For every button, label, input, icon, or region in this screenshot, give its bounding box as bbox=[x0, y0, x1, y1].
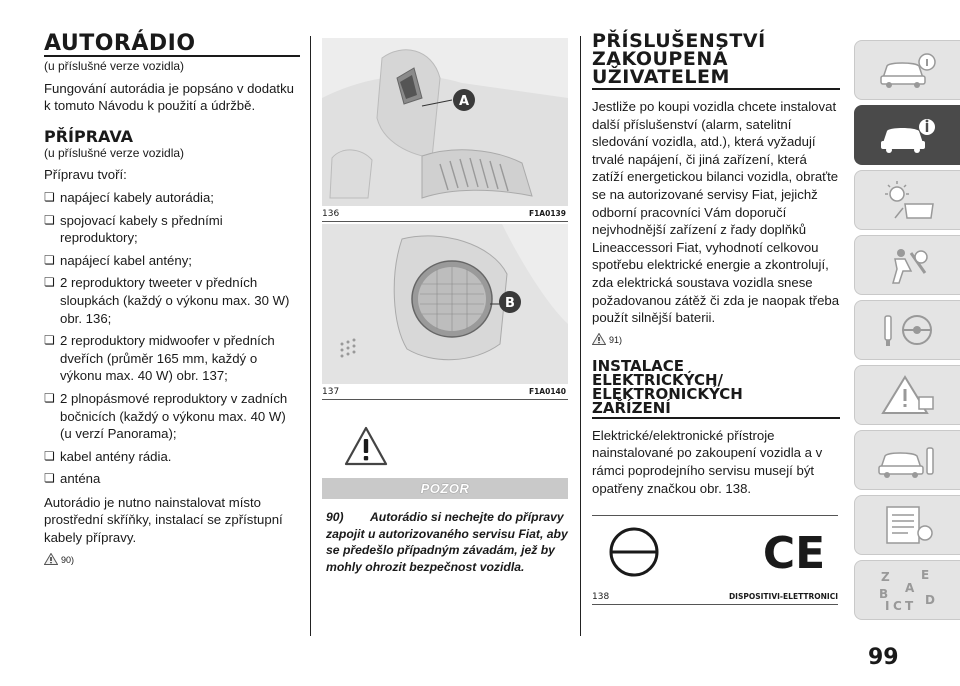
index-letter: Z bbox=[880, 570, 890, 584]
warning-body: Autorádio si nechejte do přípravy zapojit u autorizovaného servisu Fiat, aby se předešlo případným závadám, jež by mohly ohrozit bezpečnost vozidla. bbox=[326, 510, 568, 574]
figure-number: 138 bbox=[592, 592, 610, 603]
list-item: ❏ 2 reproduktory tweeter v předních sloupkách (každý o výkonu max. 30 W) obr. 136; bbox=[44, 274, 300, 327]
list-item: ❏ 2 plnopásmové reproduktory v zadních bočnicích (každý o výkonu max. 40 W) (u verzí Panorama); bbox=[44, 390, 300, 443]
subsection-title-priprava: PŘÍPRAVA bbox=[44, 126, 134, 146]
tab-car-info[interactable] bbox=[854, 40, 960, 100]
index-letter: C bbox=[892, 599, 902, 612]
tab-specs-list[interactable] bbox=[854, 495, 960, 555]
tab-airbag[interactable] bbox=[854, 235, 960, 295]
list-item: ❏ anténa bbox=[44, 470, 300, 488]
tab-car-info-active[interactable] bbox=[854, 105, 960, 165]
warning-box bbox=[322, 426, 568, 575]
steering-key-icon bbox=[875, 308, 941, 352]
index-letters-icon bbox=[875, 568, 941, 612]
index-letter: T bbox=[904, 599, 913, 612]
warning-triangle-icon bbox=[875, 373, 941, 417]
list-item: ❏ kabel antény rádia. bbox=[44, 448, 300, 466]
index-letter: E bbox=[920, 568, 929, 582]
tab-warning[interactable] bbox=[854, 365, 960, 425]
warning-triangle-icon bbox=[44, 553, 58, 565]
warning-ref-number: 91) bbox=[609, 334, 623, 345]
list-item: ❏ napájecí kabel antény; bbox=[44, 252, 300, 270]
figure-code: F1A0140 bbox=[528, 387, 566, 396]
title-line: INSTALACE bbox=[592, 356, 685, 375]
warning-number: 90) bbox=[326, 510, 344, 524]
warning-ref-number: 90) bbox=[61, 554, 75, 565]
title-line: PŘÍSLUŠENSTVÍ bbox=[592, 30, 766, 52]
airbag-icon bbox=[875, 243, 941, 287]
figure-caption bbox=[592, 589, 838, 604]
accessories-paragraph: Jestliže po koupi vozidla chcete instalovat další příslušenství (alarm, satelitní sledování vozidla, atd.), která vyžadují trvalé napájení, či jiná zařízení, která zatíží energetickou bilanci vozidla, obraťte se na autorizované servisy Fiat, jejichž odborní pracovníci Vám doporučí nejvhodnější zařízení z řady doplňků Lineaccessori Fiat, vyhodnotí celkovou spotřebu elektrické energie a zkontrolují, zda elektrická soustava vozidla snese požadovanou zátěž či zda je naopak třeba použít silnější baterii. bbox=[592, 99, 840, 326]
specs-list-icon bbox=[875, 503, 941, 547]
column-figures bbox=[322, 38, 568, 575]
column-divider bbox=[310, 36, 311, 636]
marking-symbols bbox=[592, 516, 838, 584]
warning-triangle-icon bbox=[344, 426, 388, 466]
title-line: ZAŘÍZENÍ bbox=[592, 398, 671, 417]
intro-paragraph: Fungování autorádia je popsáno v dodatku k tomuto Návodu k použití a údržbě. bbox=[44, 80, 295, 114]
column-autoradio bbox=[44, 31, 300, 565]
e-mark-symbol bbox=[611, 529, 657, 575]
version-note: (u příslušné verze vozidla) bbox=[44, 145, 185, 160]
car-info-icon bbox=[875, 48, 941, 92]
tab-service-car[interactable] bbox=[854, 430, 960, 490]
dashboard-lights-icon bbox=[875, 178, 941, 222]
version-note: (u příslušné verze vozidla) bbox=[44, 59, 185, 73]
list-item: ❏ napájecí kabely autorádia; bbox=[44, 189, 300, 207]
warning-heading: POZOR bbox=[322, 478, 568, 499]
chapter-tabs bbox=[854, 40, 960, 625]
tweeter-pillar-photo bbox=[322, 38, 568, 206]
title-line: ZAKOUPENÁ bbox=[592, 48, 728, 70]
title-line: ELEKTRICKÝCH/ bbox=[592, 370, 724, 389]
door-speaker-photo bbox=[322, 224, 568, 384]
column-accessories bbox=[592, 32, 840, 605]
page-number: 99 bbox=[868, 645, 899, 670]
tab-steering-key[interactable] bbox=[854, 300, 960, 360]
warning-reference bbox=[44, 553, 300, 565]
figure-caption bbox=[322, 206, 568, 221]
ce-mark-symbol: CE bbox=[762, 528, 826, 580]
figure-number: 137 bbox=[322, 387, 340, 397]
list-item: ❏ spojovací kabely s předními reproduktory; bbox=[44, 212, 300, 247]
figure-code: DISPOSITIVI-ELETTRONICI bbox=[728, 592, 838, 602]
title-line: ELEKTRONICKÝCH bbox=[592, 384, 743, 403]
index-letter: A bbox=[904, 581, 914, 595]
section-title-autoradio: AUTORÁDIO bbox=[44, 34, 300, 57]
figure-136 bbox=[322, 38, 568, 222]
warning-text bbox=[322, 499, 568, 575]
warning-reference bbox=[592, 333, 840, 345]
title-line: UŽIVATELEM bbox=[592, 66, 730, 88]
subsection-title-installation bbox=[592, 356, 840, 419]
warning-triangle-icon bbox=[592, 333, 606, 345]
callout-label: B bbox=[505, 296, 515, 311]
index-letter: D bbox=[924, 593, 935, 607]
prep-lead: Přípravu tvoří: bbox=[44, 167, 127, 183]
closing-paragraph: Autorádio je nutno nainstalovat místo prostřední skříňky, instalací se zpřístupní kabely přípravy. bbox=[44, 494, 283, 546]
index-letter: B bbox=[878, 587, 888, 601]
figure-137 bbox=[322, 224, 568, 400]
figure-caption bbox=[322, 384, 568, 399]
tab-index[interactable] bbox=[854, 560, 960, 620]
figure-number: 136 bbox=[322, 209, 340, 219]
figure-138 bbox=[592, 515, 838, 605]
service-car-icon bbox=[875, 438, 941, 482]
index-letter: I bbox=[884, 599, 889, 612]
section-title-accessories bbox=[592, 32, 840, 90]
figure-code: F1A0139 bbox=[528, 209, 566, 218]
car-info-active-icon bbox=[875, 113, 941, 157]
prep-list bbox=[44, 189, 300, 488]
callout-label: A bbox=[458, 94, 470, 109]
list-item: ❏ 2 reproduktory midwoofer v předních dveřích (průměr 165 mm, každý o výkonu max. 40 W) obr. 137; bbox=[44, 332, 300, 385]
installation-paragraph: Elektrické/elektronické přístroje nainstalované po zakoupení vozidla a v rámci poprodejního servisu musejí být opatřeny značkou obr. 138. bbox=[592, 427, 823, 496]
column-divider bbox=[580, 36, 581, 636]
tab-dashboard-lights[interactable] bbox=[854, 170, 960, 230]
